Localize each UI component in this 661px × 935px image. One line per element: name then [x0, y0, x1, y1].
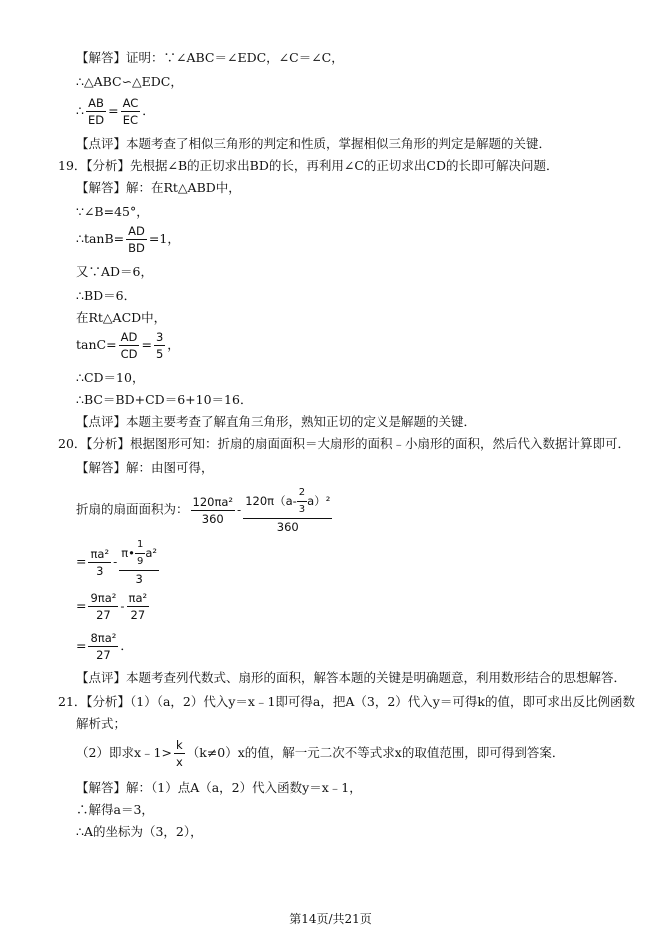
- fraction: $\frac{AC}{EC}$: [122, 96, 139, 127]
- fraction: $\frac{\text{πa²}}{27}$: [128, 591, 148, 622]
- text-line: 解析式；: [76, 716, 127, 731]
- text-line: 【解答】解：（1）点A（a，2）代入函数y＝x﹣1，: [76, 780, 362, 795]
- fraction: π• $\frac{1}{9}$ a² 3: [121, 539, 157, 586]
- fraction: $\frac{AB}{ED}$: [87, 96, 105, 127]
- fraction: $\frac{AD}{BD}$: [128, 224, 145, 255]
- page-footer: 第14页/共21页: [289, 912, 372, 926]
- text-line: ∴BC＝BD+CD＝6+10＝16．: [76, 392, 253, 407]
- text-line: ∴解得a＝3，: [76, 802, 154, 817]
- text-line: 【点评】本题主要考查了解直角三角形，熟知正切的定义是解题的关键．: [76, 414, 477, 429]
- text-line: ∴BD＝6．: [76, 288, 137, 303]
- formula-line: ∴tanB= $\frac{AD}{BD}$ =1，: [76, 224, 180, 255]
- formula-line: tanC= $\frac{AD}{CD}$ = $\frac{3}{5}$ ，: [76, 330, 180, 361]
- fraction: $\frac{\text{8πa²}}{27}$: [90, 631, 117, 662]
- formula-line: 折扇的扇面面积为： $\frac{\text{120πa²}}{360}$ - 120π（a- $\frac{2}{3}$ a）² 360: [76, 487, 331, 534]
- text-line: 【解答】证明：∵∠ABC＝∠EDC，∠C＝∠C，: [76, 50, 344, 65]
- fraction: $\frac{\text{9πa²}}{27}$: [90, 591, 117, 622]
- formula-line: ∴ $\frac{AB}{ED}$ = $\frac{AC}{EC}$ ．: [76, 96, 155, 127]
- formula-line: = $\frac{\text{πa²}}{3}$ - π• $\frac{1}{9}$ a² 3: [76, 539, 157, 586]
- text-line: 【解答】解：由图可得，: [76, 460, 214, 475]
- fraction: $\frac{AD}{CD}$: [120, 330, 138, 361]
- question-number: 19．: [58, 158, 87, 173]
- text-line: 【解答】解：在Rt△ABD中，: [76, 180, 241, 195]
- text-line: 【分析】（1）（a，2）代入y＝x﹣1即可得a，把A（3，2）代入y＝可得k的值，即可求出反比例函数: [80, 694, 635, 709]
- text-line: 【点评】本题考查列代数式、扇形的面积，解答本题的关键是明确题意，利用数形结合的思想解答．: [76, 670, 627, 685]
- text-line: ∴CD＝10，: [76, 370, 145, 385]
- question-number: 21．: [58, 694, 87, 709]
- text-line: 在Rt△ACD中，: [76, 310, 167, 325]
- fraction: $\frac{\text{πa²}}{3}$: [90, 546, 110, 578]
- formula-line: （2）即求x﹣1> $\frac{k}{x}$ （k≠0）x的值，解一元二次不等式求x的取值范围，即可得到答案．: [76, 738, 565, 769]
- fraction: $\frac{\text{120πa²}}{360}$: [192, 494, 234, 526]
- text-line: ∴A的坐标为（3，2），: [76, 824, 203, 839]
- text-line: 【点评】本题考查了相似三角形的判定和性质，掌握相似三角形的判定是解题的关键．: [76, 136, 552, 151]
- formula-line: = $\frac{\text{8πa²}}{27}$ ．: [76, 631, 133, 662]
- text-line: 又∵AD＝6，: [76, 264, 154, 279]
- question-number: 20．: [58, 436, 87, 451]
- fraction: $\frac{k}{x}$: [175, 738, 183, 769]
- fraction: $\frac{3}{5}$: [155, 330, 164, 361]
- text-line: 【分析】根据图形可知：折扇的扇面面积＝大扇形的面积﹣小扇形的面积，然后代入数据计算即可．: [80, 436, 631, 451]
- text-line: ∵∠B=45°，: [76, 204, 149, 219]
- formula-line: = $\frac{\text{9πa²}}{27}$ - $\frac{\text{πa²}}{27}$: [76, 591, 148, 622]
- text-line: 【分析】先根据∠B的正切求出BD的长，再利用∠C的正切求出CD的长即可解决问题．: [80, 158, 559, 173]
- text-line: ∴△ABC∽△EDC，: [76, 74, 183, 89]
- fraction: 120π（a- $\frac{2}{3}$ a）² 360: [245, 487, 331, 534]
